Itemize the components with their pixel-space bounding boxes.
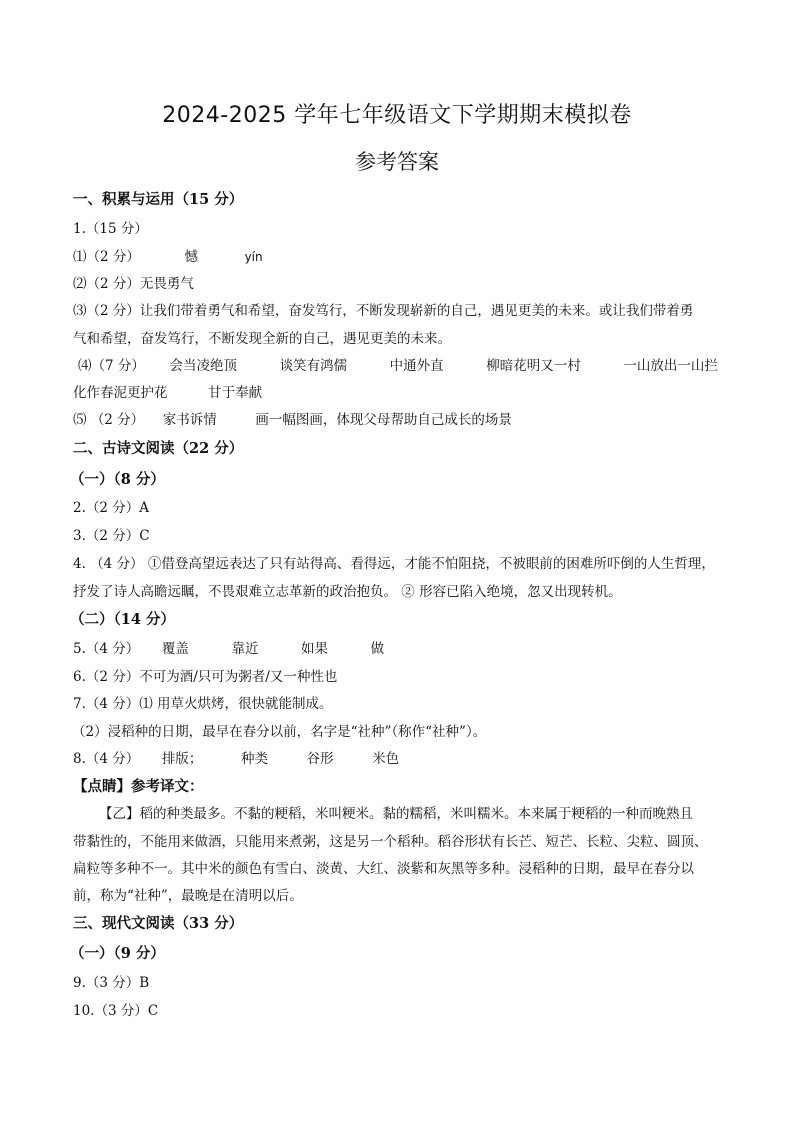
answer-item: 靠近 [231,641,259,657]
section-3-heading: 三、现代文阅读（33 分） [73,915,244,932]
question-7-part-2: （2）浸稻种的日期，最早在春分以前，名字是“社种”（称作“社种”）。 [72,724,487,740]
question-6: 6.（2 分）不可为酒/只可为粥者/又一种性也 [73,669,338,685]
subsection-2-1-heading: （一）（8 分） [70,471,165,488]
question-1-2: ⑵（2 分）无畏勇气 [73,276,194,292]
question-1-4 [78,356,718,376]
question-1-1-answer-b: yín [244,250,263,264]
answer-item: 化作春泥更护花 [73,385,168,401]
translation-line-1: 【乙】稻的种类最多。不黏的粳稻，米叫粳米。黏的糯稻，米叫糯米。本来属于粳稻的一种而晚熟且 [99,806,693,822]
question-3: 3.（2 分）C [73,528,150,544]
answer-item: 中通外直 [389,358,444,374]
subsection-3-1-heading: （一）（9 分） [70,945,165,962]
question-10: 10.（3 分）C [73,1003,159,1019]
question-1-1 [73,247,263,267]
answer-item: 种类 [240,751,268,767]
answer-item: 排版； [161,751,203,767]
question-1-1-label: ⑴（2 分） [73,249,140,265]
answer-item: 做 [370,641,385,657]
answer-item: 谷形 [306,751,334,767]
question-5 [73,639,384,659]
answer-item: 如果 [301,641,329,657]
question-1-4-label: ⑷（7 分） [78,358,145,374]
answer-item: 柳暗花明又一村 [486,358,581,374]
answer-item: 甘于奉献 [208,385,263,401]
question-1-3-line-1: ⑶（2 分）让我们带着勇气和希望，奋发笃行，不断发现崭新的自己，遇见更美的未来。或让我们带着勇 [73,303,694,319]
answer-item: 米色 [372,751,400,767]
answer-item: 一山放出一山拦 [623,358,718,374]
question-7-part-1: 7.（4 分）⑴ 用草火烘烤，很快就能制成。 [73,696,333,712]
subsection-2-2-heading: （二）（14 分） [70,611,175,628]
question-1: 1.（15 分） [73,221,148,237]
answer-item: 谈笑有鸿儒 [279,358,348,374]
question-1-5-label: ⑸ （2 分） [73,412,145,428]
question-4-line-2: 抒发了诗人高瞻远瞩，不畏艰难立志革新的政治抱负。 ② 形容已陷入绝境，忽又出现转机。 [73,584,622,600]
question-4-line-1: 4. （4 分） ①借登高望远表达了只有站得高、看得远，才能不怕阻挠，不被眼前的困难所吓倒的人生哲理， [73,556,715,572]
translation-line-2: 带黏性的，不能用来做酒，只能用来煮粥，这是另一个稻种。稻谷形状有长芒、短芒、长粒、尖粒、圆顶、 [73,834,708,850]
question-1-5 [73,410,512,430]
question-1-1-answer-a: 憾 [184,249,198,265]
section-2-heading: 二、古诗文阅读（22 分） [73,440,244,457]
question-1-4-line-2 [73,383,262,403]
question-2: 2.（2 分）A [73,500,150,516]
answer-item: 画一幅图画，体现父母帮助自己成长的场景 [255,412,512,428]
answer-item: 会当凌绝顶 [169,358,237,374]
translation-line-4: 前，称为“社种”，最晚是在清明以后。 [73,888,303,904]
answer-item: 覆盖 [161,641,189,657]
page-title: 2024-2025 学年七年级语文下学期期末模拟卷 [162,103,632,128]
question-8 [73,749,399,769]
question-5-label: 5.（4 分） [73,641,140,657]
page-subtitle: 参考答案 [355,150,439,174]
question-1-3-line-2: 气和希望，奋发笃行，不断发现全新的自己，遇见更美的未来。 [73,331,451,347]
section-1-heading: 一、积累与运用（15 分） [73,191,244,208]
question-8-label: 8.（4 分） [73,751,140,767]
question-9: 9.（3 分）B [73,975,150,991]
translation-line-3: 扁粒等多种不一。其中米的颜色有雪白、淡黄、大红、淡紫和灰黑等多种。浸稻种的日期，最早在春分以 [73,861,694,877]
answer-item: 家书诉情 [162,412,217,428]
note-label: 【点睛】参考译文： [73,778,204,795]
